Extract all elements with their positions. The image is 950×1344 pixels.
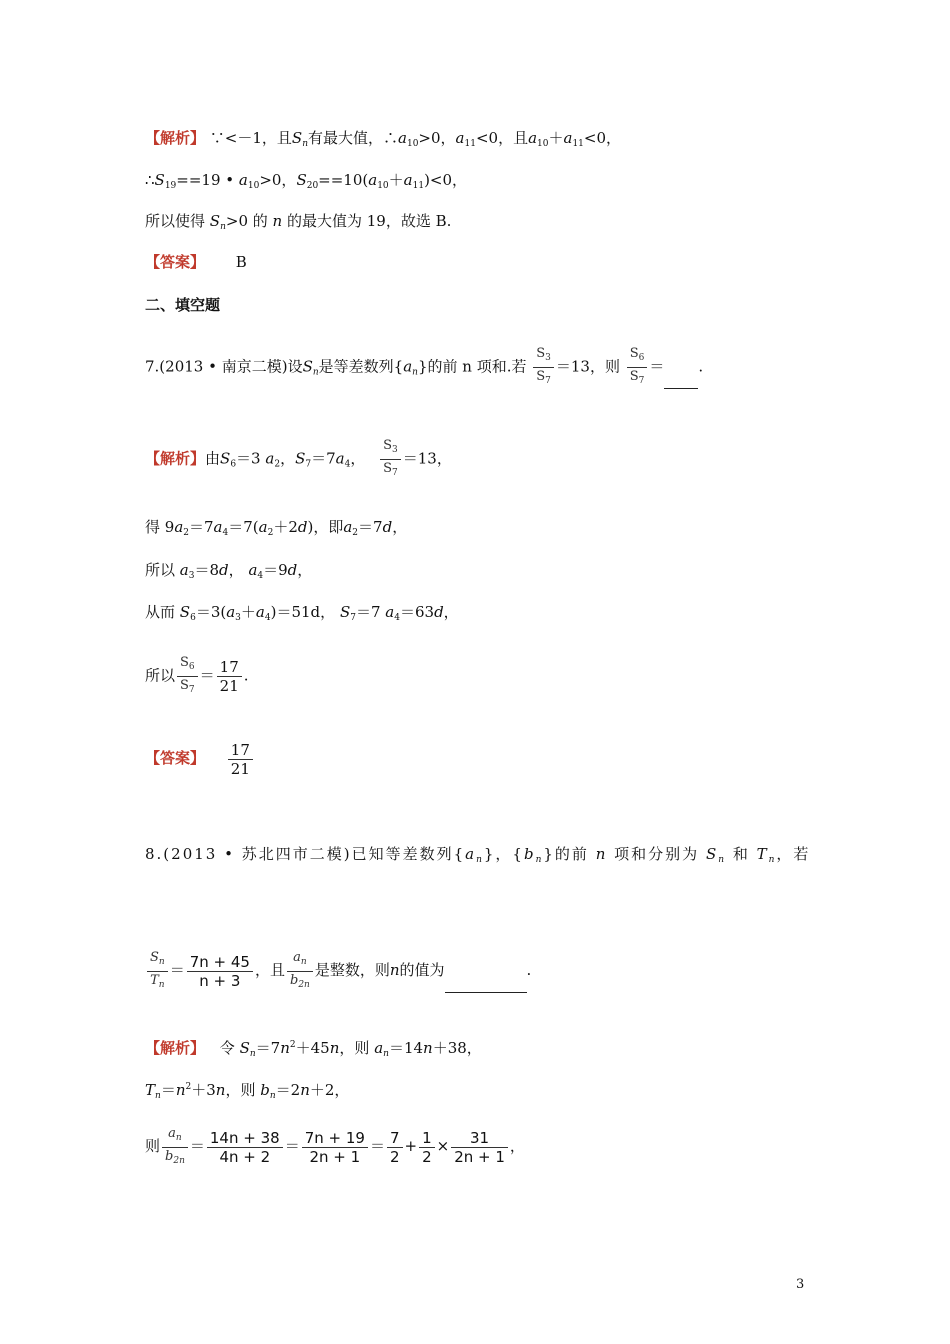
q7-header: 7.(2013 • 南京二模)设$S_n$是等差数列$\{a_n\}$的前 n 项和.若 $\frac{S_3}{S_7}$ ＝13，则 $\frac{S_6}{S_7}$ ＝ . <box>145 345 703 394</box>
answer-label: 【答案】 <box>145 253 206 271</box>
fraction-s6-s7: $\frac{S_6}{S_7}$ <box>627 345 648 390</box>
fraction-s3-s7: $\frac{S_3}{S_7}$ <box>380 437 401 482</box>
fraction-1-2: $\frac{1}{2}$ <box>419 1129 435 1166</box>
answer-blank[interactable] <box>664 346 698 389</box>
fraction-s3-s7: $\frac{S_3}{S_7}$ <box>533 345 554 390</box>
q7-sol-line5: 所以 $\frac{S_6}{S_7}$ ＝ $\frac{17}{21}$ . <box>145 654 249 699</box>
section-title: 二、填空题 <box>145 296 221 314</box>
p6-answer: 【答案】 B <box>145 253 247 271</box>
fraction-17-21: $\frac{17}{21}$ <box>217 658 242 695</box>
fraction-an-b2n: $\frac{a_n}{b_{2n}}$ <box>287 949 313 994</box>
fraction-sn-tn: $\frac{S_n}{T_n}$ <box>147 949 168 994</box>
fraction-7n45-n3: $\frac{7n + 45}{n + 3}$ <box>187 953 253 990</box>
q7-sol-line2: 得 $9a_2=7a_4=7(a_2+2d)$，即$a_2=7d$， <box>145 518 408 538</box>
p6-line1: 【解析】 ∵<－1，且$S_n$有最大值，$\therefore a_{10}>0$，$a_{11}<0$，且$a_{10}+a_{11}<0$， <box>145 129 622 149</box>
q7-sol-line3: 所以 $a_3=8d$， $a_4=9d$， <box>145 561 313 581</box>
fraction-s6-s7: $\frac{S_6}{S_7}$ <box>177 654 198 699</box>
fraction-7-2: $\frac{7}{2}$ <box>387 1129 403 1166</box>
fraction-17-21: $\frac{17}{21}$ <box>228 741 253 778</box>
q7-answer <box>145 737 255 779</box>
fraction-14n38-4n2: $\frac{14n + 38}{4n + 2}$ <box>207 1129 283 1166</box>
p6-line3: 所以使得 $S_n>0$ 的 n 的最大值为 19，故选 B. <box>145 212 452 232</box>
analysis-label: 【解析】 <box>145 1039 206 1057</box>
q8-sol-line3: 则 $\frac{a_n}{b_{2n}}$ ＝ $\frac{14n + 38}{4n + 2}$ ＝ $\frac{7n + 19}{2n + 1}$ ＝ $\frac{7}{2}$ + $\frac{1}{2}$ × $\frac{31}{2n + 1}$ ， <box>145 1124 525 1170</box>
p6-line2: $\therefore S_{19}==19$ • $a_{10}>0$，$S_{20}==10(a_{10}+a_{11})<0$， <box>145 171 468 191</box>
page-number: 3 <box>796 1277 805 1292</box>
q8-sol-line1: 【解析】 令 $S_n=7n^2+45n$，则 $a_n=14n+38$， <box>145 1039 482 1059</box>
q8-header: 8.(2013 • 苏北四市二模)已知等差数列$\{a_n\}$，$\{b_n\}$的前 n 项和分别为 $S_n$ 和 $T_n$，若 <box>145 845 811 865</box>
answer-blank[interactable] <box>445 948 527 993</box>
fraction-31-2n1: $\frac{31}{2n + 1}$ <box>451 1129 508 1166</box>
fraction-an-b2n: $\frac{a_n}{b_{2n}}$ <box>162 1125 188 1170</box>
q8-condition: $\frac{S_n}{T_n}$ ＝ $\frac{7n + 45}{n + 3}$ ，且 $\frac{a_n}{b_{2n}}$ 是整数，则n的值为 . <box>145 948 531 994</box>
q8-sol-line2: $T_n=n^2+3n$，则 $b_n=2n+2$， <box>145 1081 350 1101</box>
q7-sol-line4: 从而 $S_6=3(a_3+a_4)=51d$， $S_7=7$ $a_4=63d$， <box>145 603 459 623</box>
answer-label: 【答案】 <box>145 749 206 767</box>
analysis-label: 【解析】 <box>145 129 206 147</box>
analysis-label: 【解析】 <box>145 449 206 468</box>
fraction-7n19-2n1: $\frac{7n + 19}{2n + 1}$ <box>302 1129 368 1166</box>
q7-sol-line1: 【解析】由$S_6=3$ $a_2$，$S_7=7a_4$， $\frac{S_3}{S_7}$ ＝13， <box>145 437 452 486</box>
